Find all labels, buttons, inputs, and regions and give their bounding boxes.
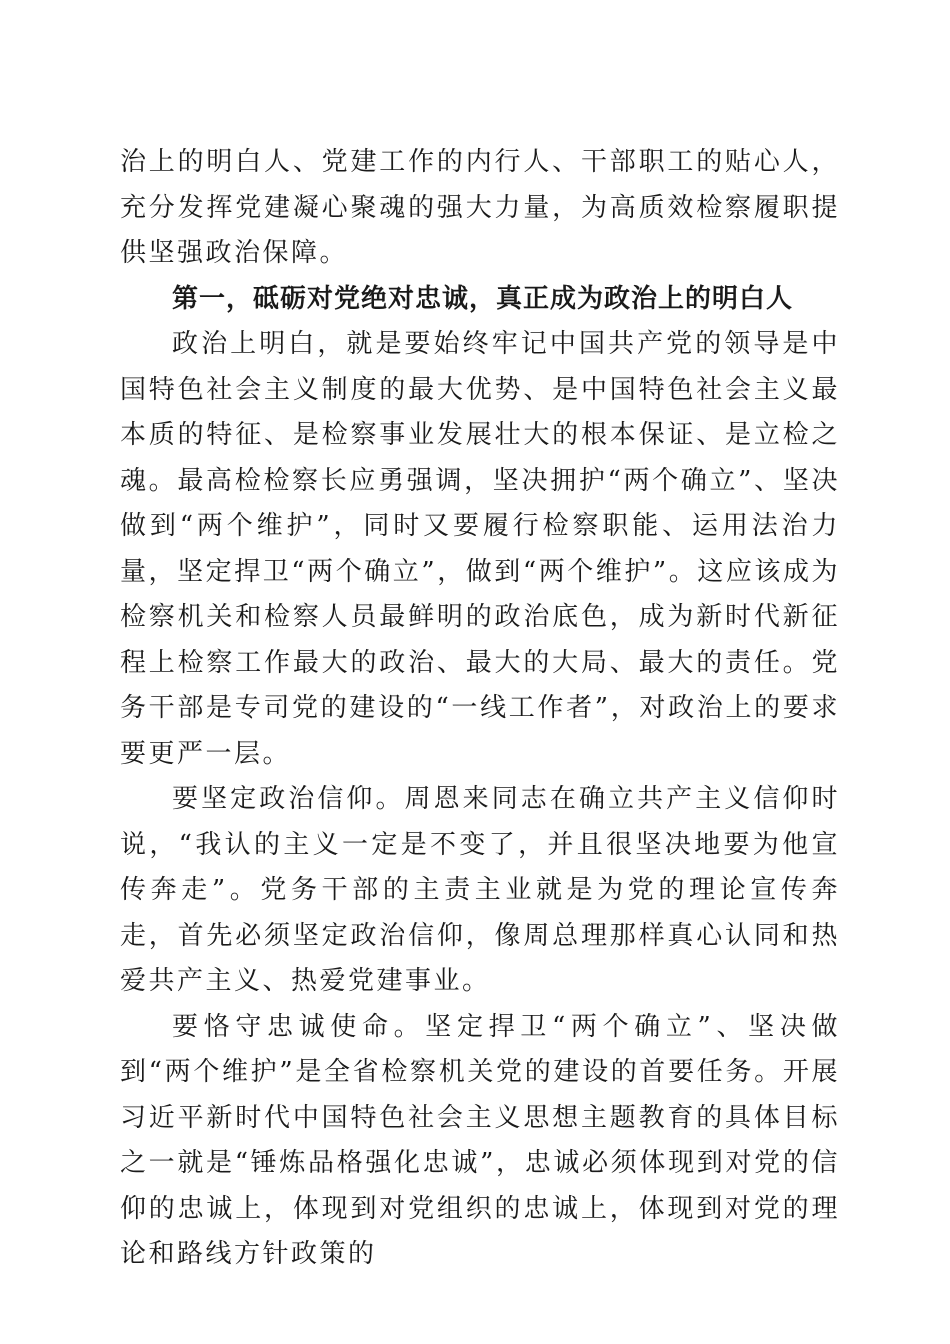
paragraph-political-belief: 要坚定政治信仰。周恩来同志在确立共产主义信仰时说，“我认的主义一定是不变了，并且很坚决地要为他宣传奔走”。党务干部的主责主业就是为党的理论宣传奔走，首先必须坚定政治信仰，像周总理那样真心认同和热爱共产主义、热爱党建事业。 bbox=[120, 784, 840, 996]
document-body bbox=[120, 140, 840, 1278]
paragraph-political-clarity: 政治上明白，就是要始终牢记中国共产党的领导是中国特色社会主义制度的最大优势、是中国特色社会主义最本质的特征、是检察事业发展壮大的根本保证、是立检之魂。最高检检察长应勇强调，坚决拥护“两个确立”、坚决做到“两个维护”，同时又要履行检察职能、运用法治力量，坚定捍卫“两个确立”，做到“两个维护”。这应该成为检察机关和检察人员最鲜明的政治底色，成为新时代新征程上检察工作最大的政治、最大的大局、最大的责任。党务干部是专司党的建设的“一线工作者”，对政治上的要求要更严一层。 bbox=[120, 329, 840, 769]
paragraph-loyalty-mission: 要恪守忠诚使命。坚定捍卫“两个确立”、坚决做到“两个维护”是全省检察机关党的建设的首要任务。开展习近平新时代中国特色社会主义思想主题教育的具体目标之一就是“锤炼品格强化忠诚”，忠诚必须体现到对党的信仰的忠诚上，体现到对党组织的忠诚上，体现到对党的理论和路线方针政策的 bbox=[120, 1011, 840, 1269]
section-heading: 第一，砥砺对党绝对忠诚，真正成为政治上的明白人 bbox=[172, 283, 794, 314]
paragraph-continuation: 治上的明白人、党建工作的内行人、干部职工的贴心人，充分发挥党建凝心聚魂的强大力量，为高质效检察履职提供坚强政治保障。 bbox=[120, 147, 840, 268]
